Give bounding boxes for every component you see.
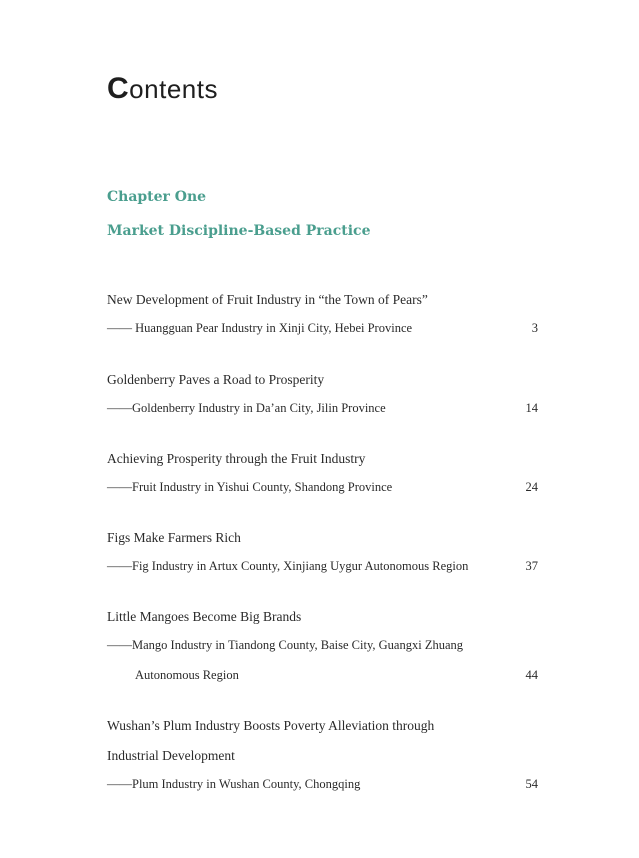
- chapter-label: Chapter One: [107, 189, 207, 205]
- toc-page-number: 24: [525, 480, 538, 494]
- toc-entry-subtitle-continued[interactable]: [107, 669, 538, 682]
- toc-entry-subtitle[interactable]: ——Mango Industry in Tiandong County, Baise City, Guangxi Zhuang: [107, 638, 464, 652]
- toc-entry-title[interactable]: Goldenberry Paves a Road to Prosperity: [107, 372, 325, 387]
- page-title-initial: C: [107, 72, 130, 105]
- toc-entry-subtitle[interactable]: [107, 402, 538, 415]
- page-title-rest: ontents: [129, 74, 218, 104]
- toc-entry-subtitle-text: ——Fig Industry in Artux County, Xinjiang Uygur Autonomous Region: [107, 559, 469, 573]
- toc-entry-title[interactable]: Figs Make Farmers Rich: [107, 530, 241, 545]
- toc-entry-subtitle[interactable]: [107, 778, 538, 791]
- toc-page-number: 37: [525, 559, 538, 573]
- toc-entry-title[interactable]: Little Mangoes Become Big Brands: [107, 609, 302, 624]
- toc-entry-title[interactable]: New Development of Fruit Industry in “the Town of Pears”: [107, 292, 428, 307]
- toc-entry-subtitle[interactable]: [107, 322, 538, 335]
- toc-entry-subtitle[interactable]: [107, 481, 538, 494]
- toc-entry-subtitle-text: —— Huangguan Pear Industry in Xinji City, Hebei Province: [107, 321, 413, 335]
- chapter-name: Market Discipline-Based Practice: [107, 223, 371, 239]
- toc-entry-subtitle-text: ——Goldenberry Industry in Da’an City, Jilin Province: [107, 401, 386, 415]
- toc-entry-title[interactable]: Wushan’s Plum Industry Boosts Poverty Alleviation through: [107, 718, 435, 733]
- toc-entry-title-continued[interactable]: Industrial Development: [107, 748, 235, 763]
- toc-page-number: 44: [525, 668, 538, 682]
- toc-entry-subtitle-text: ——Fruit Industry in Yishui County, Shandong Province: [107, 480, 393, 494]
- page-title: [107, 74, 218, 104]
- toc-page-number: 14: [525, 401, 538, 415]
- toc-entry-title[interactable]: Achieving Prosperity through the Fruit Industry: [107, 451, 366, 466]
- toc-entry-subtitle-text: Autonomous Region: [135, 668, 239, 682]
- toc-entry-subtitle[interactable]: [107, 560, 538, 573]
- toc-entry-subtitle-text: ——Plum Industry in Wushan County, Chongqing: [107, 777, 361, 791]
- toc-page-number: 3: [531, 321, 538, 335]
- toc-page-number: 54: [525, 777, 538, 791]
